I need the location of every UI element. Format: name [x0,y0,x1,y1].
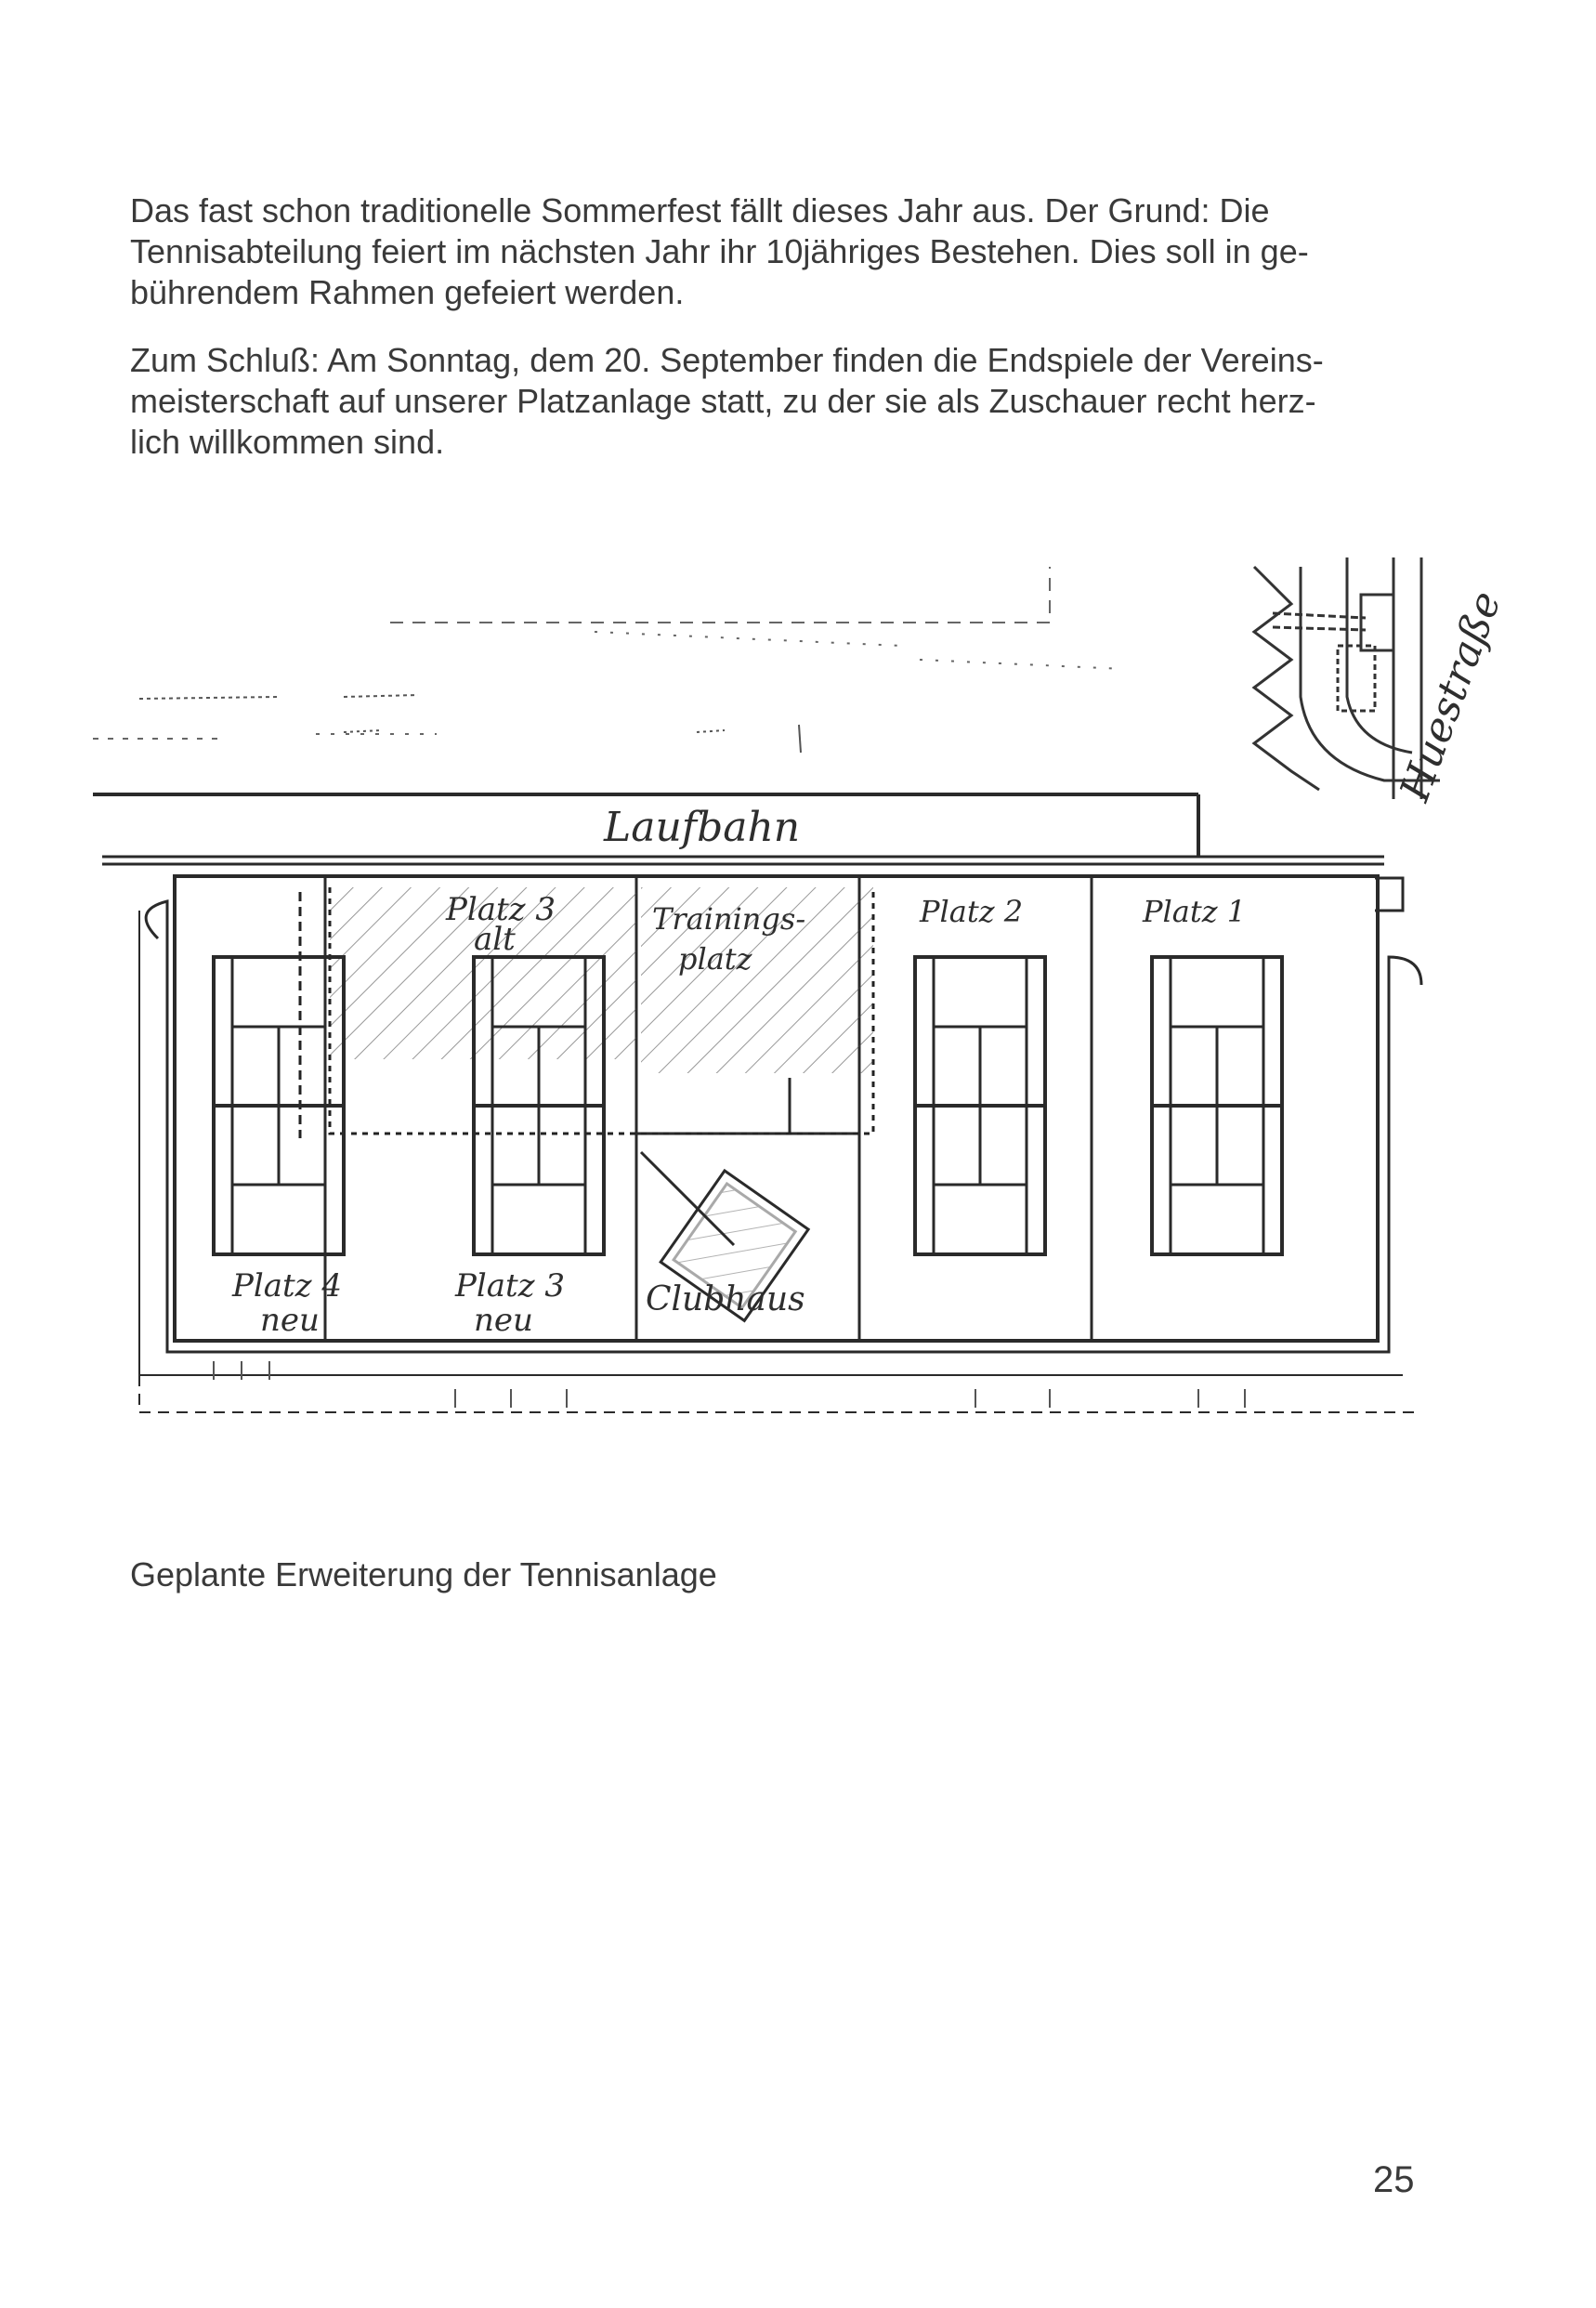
street-label: Huestraße [1391,584,1511,807]
paragraph-2 [130,340,1431,463]
text-line: Tennisabteilung feiert im nächsten Jahr ihr 10jähriges Bestehen. Dies soll in ge- [130,232,1309,270]
court-platz-2 [915,957,1045,1254]
paragraph-1 [130,190,1431,313]
label-trainingsplatz: Trainings- [652,901,806,937]
bottom-tick-marks [214,1361,1245,1408]
label-platz-2: Platz 2 [920,894,1024,929]
text-line: lich willkommen sind. [130,423,445,461]
label-platz-4-neu: Platz 4 [232,1267,343,1305]
text-line: Zum Schluß: Am Sonntag, dem 20. September finden die Endspiele der Vereins- [130,341,1324,379]
label-platz-3-alt: Platz 3 [446,891,556,928]
label-clubhaus: Clubhaus [646,1280,805,1318]
label-alt: alt [474,921,516,958]
figure-caption: Geplante Erweiterung der Tennisanlage [130,1555,717,1593]
text-line: Das fast schon traditionelle Sommerfest fällt dieses Jahr aus. Der Grund: Die [130,191,1270,229]
small-annotations [139,695,801,753]
dashed-boundary [93,567,1124,739]
text-line: meisterschaft auf unserer Platzanlage statt, zu der sie als Zuschauer recht herz- [130,382,1316,420]
court-platz-4 [214,957,344,1254]
label-neu-4: neu [260,1302,320,1339]
label-platz-1: Platz 1 [1143,894,1247,929]
text-line: bührendem Rahmen gefeiert werden. [130,273,685,311]
page-number: 25 [1373,2159,1415,2200]
label-platz-3-neu: Platz 3 [455,1267,566,1305]
site-plan-sketch [84,520,1511,1487]
court-platz-1 [1152,957,1282,1254]
label-neu-3: neu [474,1302,533,1339]
laufbahn-label: Laufbahn [604,804,801,851]
laufbahn-track [93,794,1384,864]
label-trainingsplatz-2: platz [678,941,752,977]
